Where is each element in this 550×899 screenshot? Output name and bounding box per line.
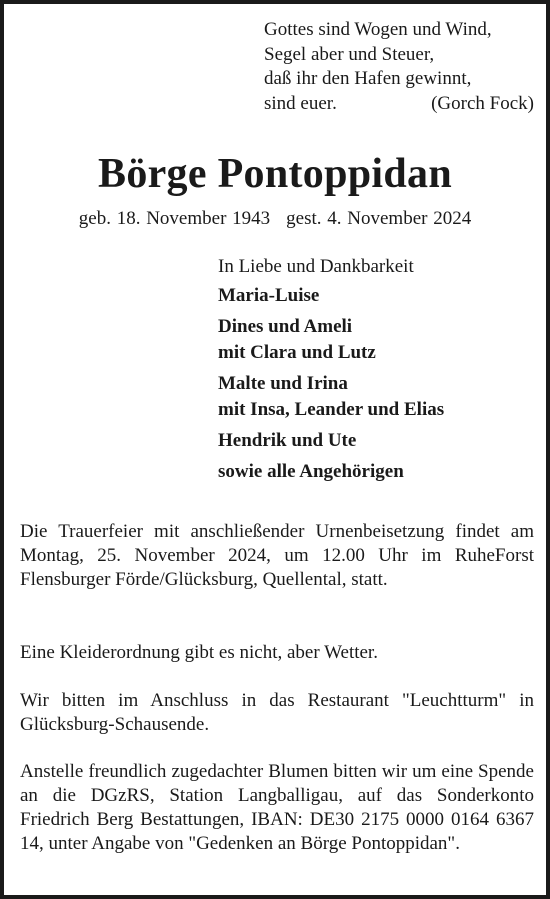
family-signature [218,254,538,485]
funeral-info-paragraph: Die Trauerfeier mit anschließender Urnenbeisetzung findet am Montag, 25. November 2024, um 12.00 Uhr im RuheForst Flensburger Förde/Glücksburg, Quellental, statt. [20,521,534,590]
family-member: mit Insa, Leander und Elias [218,399,445,420]
dress-code-paragraph: Eine Kleiderordnung gibt es nicht, aber Wetter. [20,642,378,663]
death-date: gest. 4. November 2024 [286,208,472,229]
family-member: sowie alle Angehörigen [218,461,404,482]
family-member: Dines und Ameli [218,316,353,337]
poem-author: (Gorch Fock) [431,93,534,114]
family-member: Maria-Luise [218,285,320,306]
life-dates [4,206,546,232]
family-member: Hendrik und Ute [218,430,357,451]
poem-line: daß ihr den Hafen gewinnt, [264,68,472,89]
reception-paragraph: Wir bitten im Anschluss in das Restaurant "Leuchtturm" in Glücksburg-Schausende. [20,690,534,735]
family-member: mit Clara und Lutz [218,342,376,363]
donation-paragraph: Anstelle freundlich zugedachter Blumen bitten wir um eine Spende an die DGzRS, Station Langballigau, auf das Sonderkonto Friedrich Berg Bestattungen, IBAN: DE30 2175 0000 0164 6367 14, unter Angabe von "Gedenken an Börge Pontoppidan". [20,761,534,854]
family-intro: In Liebe und Dankbarkeit [218,256,414,277]
family-member: Malte und Irina [218,373,348,394]
poem-line: Segel aber und Steuer, [264,43,435,65]
deceased-name: Börge Pontoppidan [98,151,452,197]
poem-line: Gottes sind Wogen und Wind, [264,19,492,40]
birth-date: geb. 18. November 1943 [78,208,271,229]
poem-quote [264,18,536,117]
poem-line: sind euer. [264,92,337,114]
